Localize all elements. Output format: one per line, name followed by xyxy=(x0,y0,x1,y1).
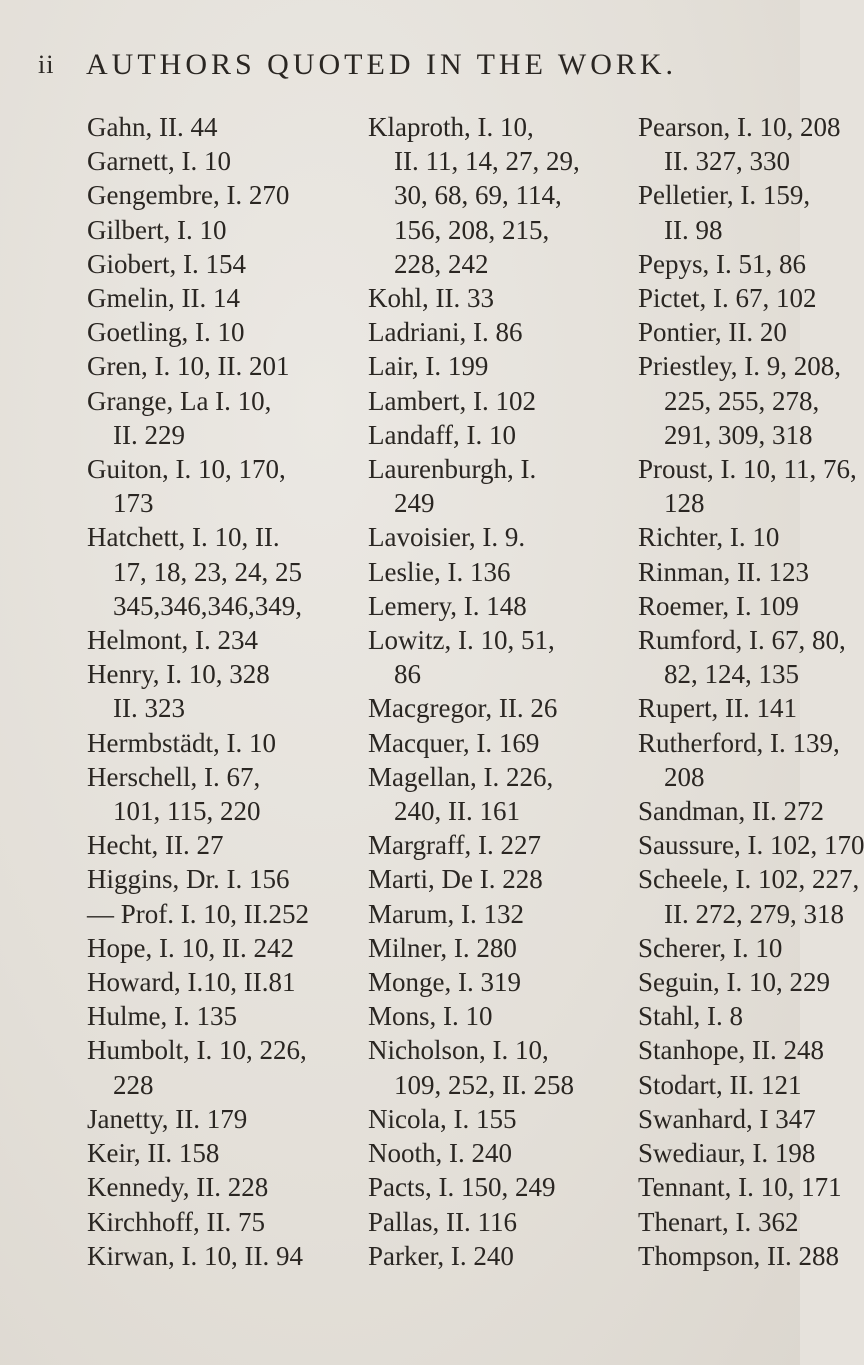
index-entry-continuation: 101, 115, 220 xyxy=(113,796,261,827)
index-column-2 xyxy=(368,110,633,1273)
index-entry-continuation: II. 229 xyxy=(113,419,185,450)
index-entry: Kohl, II. 33 xyxy=(368,283,494,314)
index-entry: Margraff, I. 227 xyxy=(368,830,541,861)
index-entry: Mons, I. 10 xyxy=(368,1001,493,1032)
index-entry: Lavoisier, I. 9. xyxy=(368,522,526,553)
index-entry: Marti, De I. 228 xyxy=(368,864,543,895)
index-entry-continuation: 128 xyxy=(664,488,705,519)
index-entry: Hermbstädt, I. 10 xyxy=(87,727,276,758)
index-entry: Landaff, I. 10 xyxy=(368,419,516,450)
index-entry-continuation: 109, 252, II. 258 xyxy=(394,1069,574,1100)
index-entry-continuation: 240, II. 161 xyxy=(394,796,520,827)
index-entry: Gilbert, I. 10 xyxy=(87,214,227,245)
index-entry-continuation: 156, 208, 215, xyxy=(394,214,550,245)
index-entry: Nicholson, I. 10, xyxy=(368,1035,549,1066)
index-column-1 xyxy=(87,110,337,1273)
index-entry: Hatchett, I. 10, II. xyxy=(87,522,280,553)
index-entry: Garnett, I. 10 xyxy=(87,146,231,177)
index-column-3 xyxy=(638,110,864,1273)
index-entry: Stanhope, II. 248 xyxy=(638,1035,824,1066)
index-entry: Helmont, I. 234 xyxy=(87,625,258,656)
index-entry: Gmelin, II. 14 xyxy=(87,283,240,314)
index-entry: Henry, I. 10, 328 xyxy=(87,659,270,690)
index-entry: Swanhard, I 347 xyxy=(638,1103,816,1134)
index-entry: Gahn, II. 44 xyxy=(87,112,218,142)
index-entry-continuation: 30, 68, 69, 114, xyxy=(394,180,562,211)
index-entry: Giobert, I. 154 xyxy=(87,248,246,279)
index-entry: Higgins, Dr. I. 156 xyxy=(87,864,290,895)
index-entry: Hulme, I. 135 xyxy=(87,1001,237,1032)
index-entry: Gren, I. 10, II. 201 xyxy=(87,351,290,382)
index-entry: Swediaur, I. 198 xyxy=(638,1138,816,1169)
index-entry-continuation: 345,346,346,349, xyxy=(113,590,302,621)
index-entry-continuation: 173 xyxy=(113,488,154,519)
index-entry: Keir, II. 158 xyxy=(87,1138,220,1169)
index-entry: Stodart, II. 121 xyxy=(638,1069,802,1100)
index-entry: Hecht, II. 27 xyxy=(87,830,224,861)
index-entry-continuation: 225, 255, 278, xyxy=(664,385,820,416)
index-entry-continuation: 208 xyxy=(664,761,705,792)
index-entry-continuation: 86 xyxy=(394,659,421,690)
index-entry: Pallas, II. 116 xyxy=(368,1206,517,1237)
index-entry: Laurenburgh, I. xyxy=(368,454,537,485)
index-entry: Nicola, I. 155 xyxy=(368,1103,517,1134)
index-entry: Lambert, I. 102 xyxy=(368,385,536,416)
index-entry: Howard, I.10, II.81 xyxy=(87,967,296,998)
running-head: AUTHORS QUOTED IN THE WORK. xyxy=(86,48,678,81)
page-header xyxy=(38,42,780,82)
index-entry: Rinman, II. 123 xyxy=(638,556,809,587)
index-entry: Sandman, II. 272 xyxy=(638,796,824,827)
index-entry: Rupert, II. 141 xyxy=(638,693,797,724)
index-entry: Milner, I. 280 xyxy=(368,932,517,963)
index-entry-continuation: II. 98 xyxy=(664,214,723,245)
index-entry: Pacts, I. 150, 249 xyxy=(368,1172,556,1203)
index-entry: Marum, I. 132 xyxy=(368,898,524,929)
index-entry: Pelletier, I. 159, xyxy=(638,180,811,211)
index-entry: Hope, I. 10, II. 242 xyxy=(87,932,294,963)
index-entry: Gengembre, I. 270 xyxy=(87,180,290,211)
index-entry: Scherer, I. 10 xyxy=(638,932,783,963)
index-entry-continuation: 228 xyxy=(113,1069,154,1100)
index-entry: Macquer, I. 169 xyxy=(368,727,540,758)
index-entry: Roemer, I. 109 xyxy=(638,590,799,621)
index-entry: Stahl, I. 8 xyxy=(638,1001,743,1032)
index-entry: Pearson, I. 10, 208 xyxy=(638,112,841,142)
index-entry: Lair, I. 199 xyxy=(368,351,489,382)
index-entry: Rutherford, I. 139, xyxy=(638,727,840,758)
index-entry: Tennant, I. 10, 171 xyxy=(638,1172,842,1203)
index-entry: Thompson, II. 288 xyxy=(638,1240,839,1271)
index-entry: Kennedy, II. 228 xyxy=(87,1172,269,1203)
index-entry: Pepys, I. 51, 86 xyxy=(638,248,806,279)
index-entry: Guiton, I. 10, 170, xyxy=(87,454,286,485)
index-entry-continuation: II. 323 xyxy=(113,693,185,724)
index-entry: Proust, I. 10, 11, 76, xyxy=(638,454,857,485)
index-entry: Goetling, I. 10 xyxy=(87,317,245,348)
index-entry: Kirwan, I. 10, II. 94 xyxy=(87,1240,303,1271)
index-entry: Grange, La I. 10, xyxy=(87,385,272,416)
index-entry: Janetty, II. 179 xyxy=(87,1103,248,1134)
index-entry: Lemery, I. 148 xyxy=(368,590,527,621)
page-number: ii xyxy=(38,50,55,79)
index-entry: Scheele, I. 102, 227, xyxy=(638,864,860,895)
index-entry-continuation: 17, 18, 23, 24, 25 xyxy=(113,556,302,587)
index-entry: Kirchhoff, II. 75 xyxy=(87,1206,265,1237)
index-entry: Klaproth, I. 10, xyxy=(368,112,534,142)
index-entry: Macgregor, II. 26 xyxy=(368,693,558,724)
index-entry: Magellan, I. 226, xyxy=(368,761,554,792)
index-entry: — Prof. I. 10, II.252 xyxy=(87,898,309,929)
index-entry-continuation: 249 xyxy=(394,488,435,519)
index-entry-continuation: II. 327, 330 xyxy=(664,146,790,177)
index-entry: Thenart, I. 362 xyxy=(638,1206,799,1237)
index-entry-continuation: II. 272, 279, 318 xyxy=(664,898,844,929)
index-entry: Humbolt, I. 10, 226, xyxy=(87,1035,307,1066)
index-entry: Priestley, I. 9, 208, xyxy=(638,351,841,382)
index-entry: Richter, I. 10 xyxy=(638,522,780,553)
index-entry-continuation: 82, 124, 135 xyxy=(664,659,799,690)
index-entry: Herschell, I. 67, xyxy=(87,761,261,792)
index-entry: Rumford, I. 67, 80, xyxy=(638,625,846,656)
index-entry: Seguin, I. 10, 229 xyxy=(638,967,830,998)
index-entry: Pictet, I. 67, 102 xyxy=(638,283,817,314)
index-entry-continuation: 291, 309, 318 xyxy=(664,419,813,450)
index-entry: Monge, I. 319 xyxy=(368,967,521,998)
index-entry: Nooth, I. 240 xyxy=(368,1138,512,1169)
index-entry: Leslie, I. 136 xyxy=(368,556,511,587)
index-entry: Parker, I. 240 xyxy=(368,1240,514,1271)
index-entry: Ladriani, I. 86 xyxy=(368,317,523,348)
index-entry: Saussure, I. 102, 170 xyxy=(638,830,864,861)
index-entry: Pontier, II. 20 xyxy=(638,317,787,348)
index-entry-continuation: II. 11, 14, 27, 29, xyxy=(394,146,580,177)
index-entry: Lowitz, I. 10, 51, xyxy=(368,625,555,656)
index-entry-continuation: 228, 242 xyxy=(394,248,489,279)
